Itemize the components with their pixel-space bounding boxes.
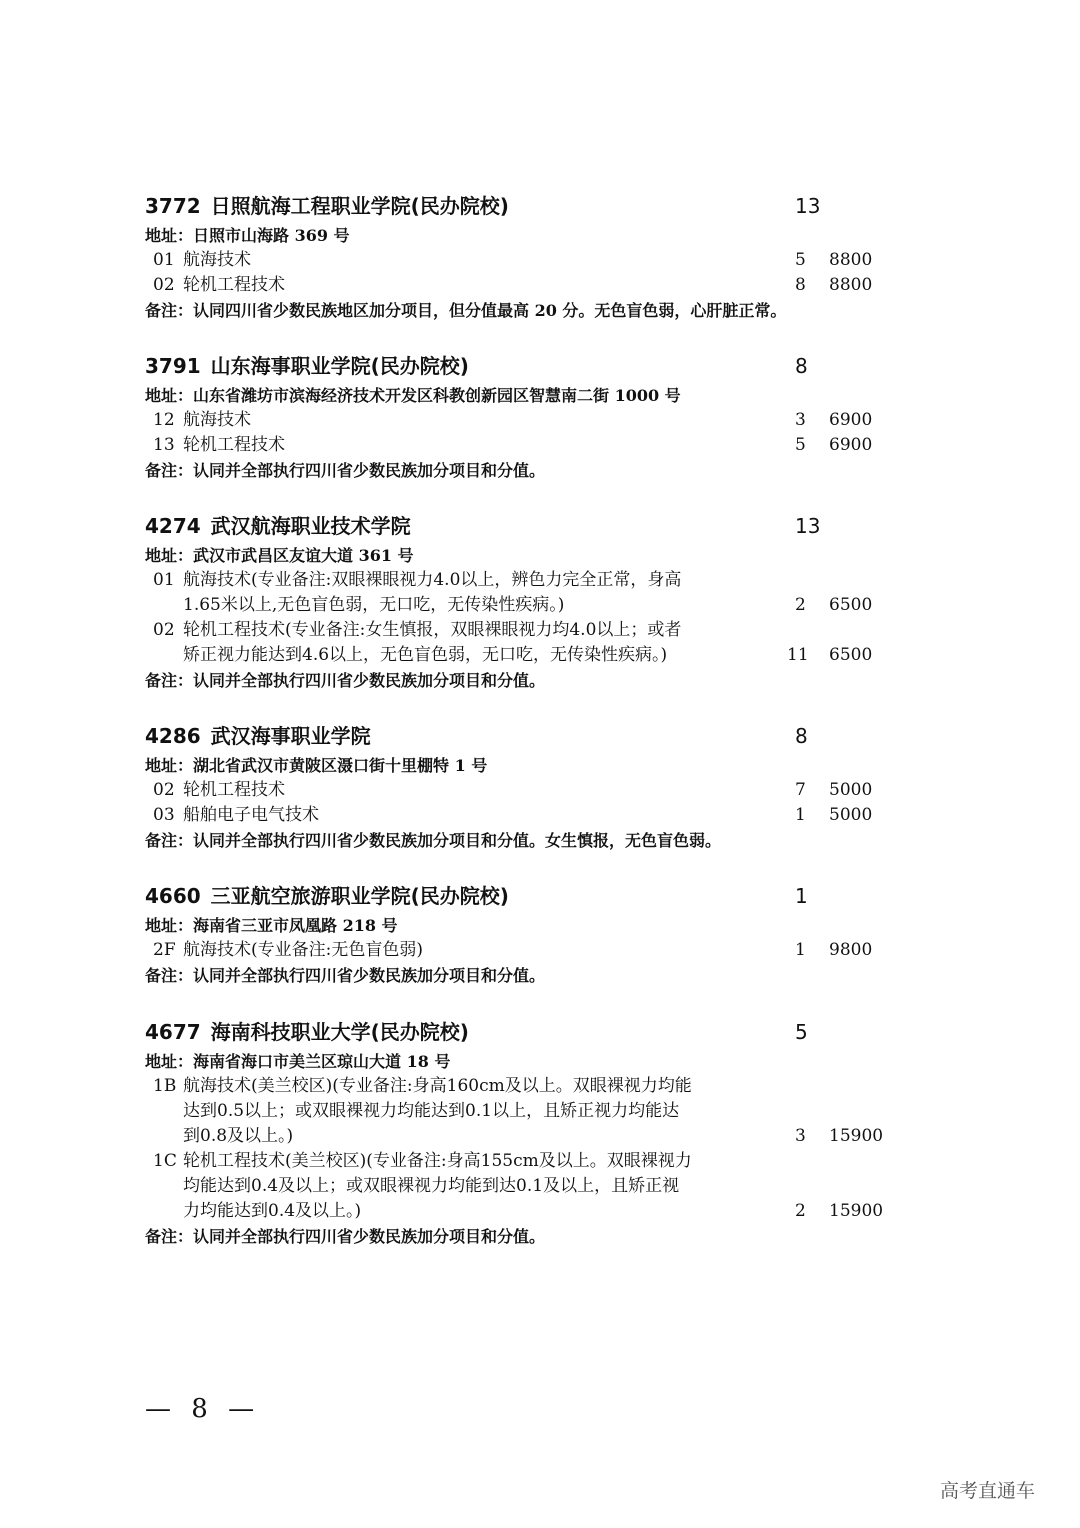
school-block bbox=[145, 349, 935, 483]
school-code: 3791 bbox=[145, 354, 201, 378]
major-count: 2 bbox=[795, 595, 806, 615]
major-row bbox=[145, 1074, 935, 1099]
school-plan-count: 13 bbox=[795, 514, 821, 538]
school-name: 武汉海事职业学院 bbox=[210, 724, 371, 748]
school-title bbox=[145, 189, 935, 223]
major-row-continued bbox=[145, 1174, 935, 1199]
school-code: 4660 bbox=[145, 884, 201, 908]
school-note: 备注：认同并全部执行四川省少数民族加分项目和分值。 bbox=[145, 461, 546, 480]
major-name-continued: 达到0.5以上；或双眼裸视力均能达到0.1以上，且矫正视力均能达 bbox=[183, 1101, 680, 1121]
major-row bbox=[145, 618, 935, 643]
major-name: 轮机工程技术 bbox=[183, 435, 285, 455]
major-row-continued bbox=[145, 593, 935, 618]
school-address: 地址：武汉市武昌区友谊大道 361 号 bbox=[145, 546, 414, 565]
major-name: 航海技术 bbox=[183, 250, 251, 270]
major-count: 3 bbox=[795, 410, 806, 430]
school-note: 备注：认同并全部执行四川省少数民族加分项目和分值。 bbox=[145, 1227, 546, 1246]
school-block bbox=[145, 509, 935, 693]
major-code: 02 bbox=[153, 275, 175, 295]
major-fee: 6500 bbox=[829, 595, 873, 615]
school-code: 3772 bbox=[145, 194, 201, 218]
page-number: — 8 — bbox=[145, 1394, 261, 1424]
school-name: 三亚航空旅游职业学院(民办院校) bbox=[210, 884, 509, 908]
school-code: 4286 bbox=[145, 724, 201, 748]
school-address: 地址：海南省海口市美兰区琼山大道 18 号 bbox=[145, 1052, 451, 1071]
major-row-continued bbox=[145, 1199, 935, 1224]
major-row-continued bbox=[145, 1099, 935, 1124]
school-note: 备注：认同并全部执行四川省少数民族加分项目和分值。 bbox=[145, 966, 546, 985]
major-code: 2F bbox=[153, 940, 176, 960]
major-count: 8 bbox=[795, 275, 806, 295]
major-name: 轮机工程技术 bbox=[183, 275, 285, 295]
major-row bbox=[145, 1149, 935, 1174]
major-count: 5 bbox=[795, 250, 806, 270]
school-note: 备注：认同并全部执行四川省少数民族加分项目和分值。女生慎报，无色盲色弱。 bbox=[145, 831, 722, 850]
school-address: 地址：湖北省武汉市黄陂区滠口街十里棚特 1 号 bbox=[145, 756, 488, 775]
major-row bbox=[145, 778, 935, 803]
school-address: 地址：日照市山海路 369 号 bbox=[145, 226, 350, 245]
major-row bbox=[145, 938, 935, 963]
major-fee: 6500 bbox=[829, 645, 873, 665]
school-name: 山东海事职业学院(民办院校) bbox=[210, 354, 469, 378]
major-name: 轮机工程技术(专业备注:女生慎报，双眼裸眼视力均4.0以上；或者 bbox=[183, 620, 682, 640]
school-plan-count: 5 bbox=[795, 1020, 808, 1044]
school-block bbox=[145, 189, 935, 323]
major-code: 01 bbox=[153, 250, 175, 270]
major-code: 01 bbox=[153, 570, 175, 590]
major-count: 5 bbox=[795, 435, 806, 455]
major-count: 1 bbox=[795, 805, 806, 825]
school-address: 地址：海南省三亚市凤凰路 218 号 bbox=[145, 916, 398, 935]
school-block bbox=[145, 719, 935, 853]
major-row-continued bbox=[145, 1124, 935, 1149]
major-name-continued: 1.65米以上,无色盲色弱，无口吃，无传染性疾病。) bbox=[183, 595, 565, 615]
major-row bbox=[145, 433, 935, 458]
school-name: 武汉航海职业技术学院 bbox=[210, 514, 411, 538]
major-count: 11 bbox=[787, 645, 809, 665]
major-name: 航海技术(专业备注:双眼裸眼视力4.0以上，辨色力完全正常，身高 bbox=[183, 570, 682, 590]
major-row bbox=[145, 803, 935, 828]
school-name: 海南科技职业大学(民办院校) bbox=[210, 1020, 469, 1044]
school-address: 地址：山东省潍坊市滨海经济技术开发区科教创新园区智慧南二街 1000 号 bbox=[145, 386, 681, 405]
school-plan-count: 8 bbox=[795, 354, 808, 378]
major-code: 1B bbox=[153, 1076, 177, 1096]
major-fee: 5000 bbox=[829, 780, 873, 800]
major-row bbox=[145, 408, 935, 433]
major-row bbox=[145, 248, 935, 273]
school-title bbox=[145, 879, 935, 913]
school-block bbox=[145, 879, 935, 988]
school-plan-count: 1 bbox=[795, 884, 808, 908]
major-count: 1 bbox=[795, 940, 806, 960]
major-fee: 9800 bbox=[829, 940, 873, 960]
school-note: 备注：认同并全部执行四川省少数民族加分项目和分值。 bbox=[145, 671, 546, 690]
school-block bbox=[145, 1015, 935, 1249]
major-fee: 15900 bbox=[829, 1126, 884, 1146]
major-name-continued: 均能达到0.4及以上；或双眼裸视力均能到达0.1及以上，且矫正视 bbox=[183, 1176, 680, 1196]
major-code: 02 bbox=[153, 620, 175, 640]
school-code: 4274 bbox=[145, 514, 201, 538]
major-name: 轮机工程技术 bbox=[183, 780, 285, 800]
major-code: 03 bbox=[153, 805, 175, 825]
major-count: 3 bbox=[795, 1126, 806, 1146]
school-name: 日照航海工程职业学院(民办院校) bbox=[210, 194, 509, 218]
major-name-continued: 矫正视力能达到4.6以上，无色盲色弱，无口吃，无传染性疾病。) bbox=[183, 645, 668, 665]
school-note: 备注：认同四川省少数民族地区加分项目，但分值最高 20 分。无色盲色弱，心肝脏正常。 bbox=[145, 301, 787, 320]
major-fee: 5000 bbox=[829, 805, 873, 825]
major-row bbox=[145, 273, 935, 298]
major-fee: 6900 bbox=[829, 410, 873, 430]
major-count: 2 bbox=[795, 1201, 806, 1221]
major-code: 1C bbox=[153, 1151, 177, 1171]
school-plan-count: 13 bbox=[795, 194, 821, 218]
school-title bbox=[145, 509, 935, 543]
major-fee: 6900 bbox=[829, 435, 873, 455]
major-code: 12 bbox=[153, 410, 175, 430]
watermark-text: 高考直通车 bbox=[940, 1480, 1036, 1502]
major-name: 轮机工程技术(美兰校区)(专业备注:身高155cm及以上。双眼裸视力 bbox=[183, 1151, 692, 1171]
major-code: 02 bbox=[153, 780, 175, 800]
major-fee: 8800 bbox=[829, 250, 873, 270]
major-name: 航海技术 bbox=[183, 410, 251, 430]
major-name: 航海技术(专业备注:无色盲色弱) bbox=[183, 940, 423, 960]
major-fee: 8800 bbox=[829, 275, 873, 295]
major-name-continued: 到0.8及以上。) bbox=[183, 1126, 294, 1146]
major-row-continued bbox=[145, 643, 935, 668]
major-name: 船舶电子电气技术 bbox=[183, 805, 319, 825]
school-title bbox=[145, 1015, 935, 1049]
major-row bbox=[145, 568, 935, 593]
school-code: 4677 bbox=[145, 1020, 201, 1044]
major-code: 13 bbox=[153, 435, 175, 455]
major-name-continued: 力均能达到0.4及以上。) bbox=[183, 1201, 362, 1221]
major-count: 7 bbox=[795, 780, 806, 800]
major-fee: 15900 bbox=[829, 1201, 884, 1221]
school-title bbox=[145, 719, 935, 753]
school-title bbox=[145, 349, 935, 383]
school-plan-count: 8 bbox=[795, 724, 808, 748]
major-name: 航海技术(美兰校区)(专业备注:身高160cm及以上。双眼裸视力均能 bbox=[183, 1076, 692, 1096]
